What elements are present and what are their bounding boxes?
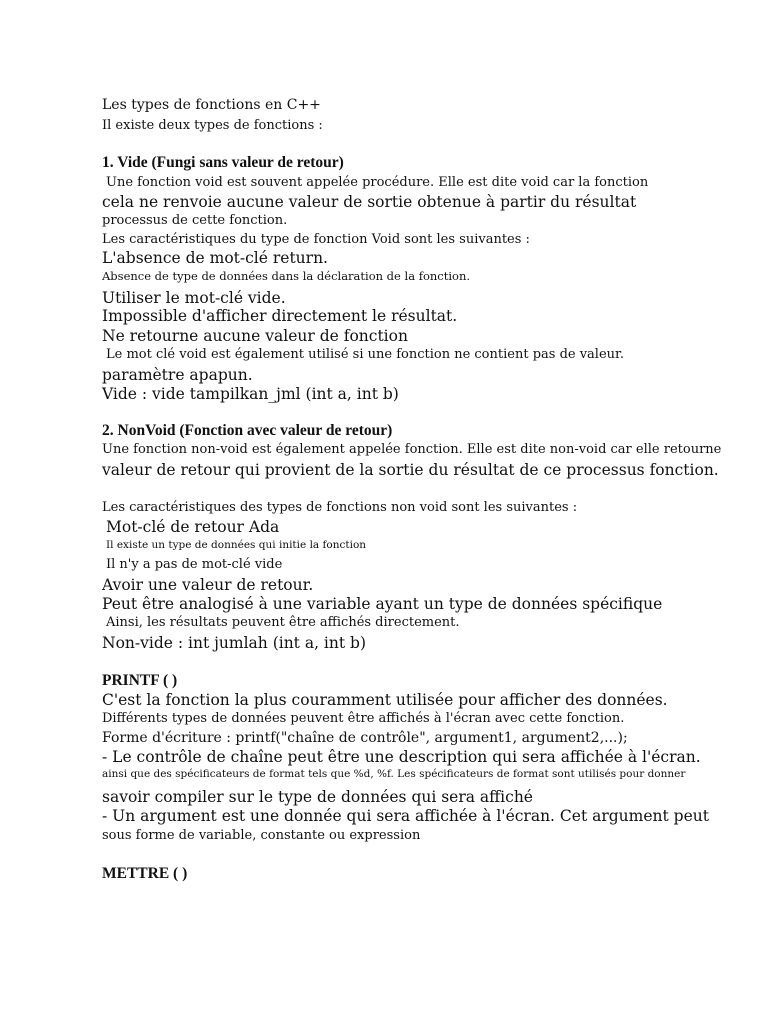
text-line: sous forme de variable, constante ou expression <box>102 828 421 843</box>
text-line: L'absence de mot-clé return. <box>102 249 328 267</box>
section-heading-nonvoid: 2. NonVoid (Fonction avec valeur de retour) <box>102 422 393 439</box>
text-line: - Un argument est une donnée qui sera affichée à l'écran. Cet argument peut <box>102 807 709 825</box>
text-line: - Le contrôle de chaîne peut être une description qui sera affichée à l'écran. <box>102 748 701 766</box>
text-line: processus de cette fonction. <box>102 213 288 228</box>
intro-line: Il existe deux types de fonctions : <box>102 118 323 133</box>
text-line: Peut être analogisé à une variable ayant un type de données spécifique <box>102 595 663 613</box>
text-line: paramètre apapun. <box>102 366 253 384</box>
doc-title: Les types de fonctions en C++ <box>102 97 321 113</box>
text-line: Avoir une valeur de retour. <box>102 576 314 594</box>
text-line: savoir compiler sur le type de données qui sera affiché <box>102 788 533 806</box>
text-line: Non-vide : int jumlah (int a, int b) <box>102 634 366 652</box>
text-line: Le mot clé void est également utilisé si une fonction ne contient pas de valeur. <box>106 347 624 362</box>
text-line: valeur de retour qui provient de la sortie du résultat de ce processus fonction. <box>102 461 719 479</box>
section-heading-void: 1. Vide (Fungi sans valeur de retour) <box>102 154 344 171</box>
text-line: cela ne renvoie aucune valeur de sortie obtenue à partir du résultat <box>102 193 637 211</box>
text-line: C'est la fonction la plus couramment utilisée pour afficher des données. <box>102 691 668 709</box>
section-heading-printf: PRINTF ( ) <box>102 672 178 689</box>
text-line: ainsi que des spécificateurs de format tels que %d, %f. Les spécificateurs de format sont utilisés pour donner <box>102 768 686 780</box>
text-line: Mot-clé de retour Ada <box>106 518 280 536</box>
section-heading-mettre: METTRE ( ) <box>102 865 188 882</box>
text-line: Forme d'écriture : printf("chaîne de contrôle", argument1, argument2,...); <box>102 730 628 746</box>
text-line: Les caractéristiques du type de fonction Void sont les suivantes : <box>102 232 530 247</box>
text-line: Les caractéristiques des types de fonctions non void sont les suivantes : <box>102 500 578 515</box>
text-line: Une fonction non-void est également appelée fonction. Elle est dite non-void car elle retourne <box>102 442 722 457</box>
text-line: Il n'y a pas de mot-clé vide <box>106 557 283 572</box>
text-line: Utiliser le mot-clé vide. <box>102 289 286 307</box>
text-line: Différents types de données peuvent être affichés à l'écran avec cette fonction. <box>102 711 625 726</box>
text-line: Ne retourne aucune valeur de fonction <box>102 327 408 345</box>
text-line: Ainsi, les résultats peuvent être affichés directement. <box>106 615 460 630</box>
text-line: Il existe un type de données qui initie la fonction <box>106 539 367 551</box>
text-line: Impossible d'afficher directement le résultat. <box>102 307 458 325</box>
text-line: Vide : vide tampilkan_jml (int a, int b) <box>102 385 399 403</box>
text-line: Une fonction void est souvent appelée procédure. Elle est dite void car la fonction <box>106 175 649 190</box>
text-line: Absence de type de données dans la déclaration de la fonction. <box>102 269 471 283</box>
